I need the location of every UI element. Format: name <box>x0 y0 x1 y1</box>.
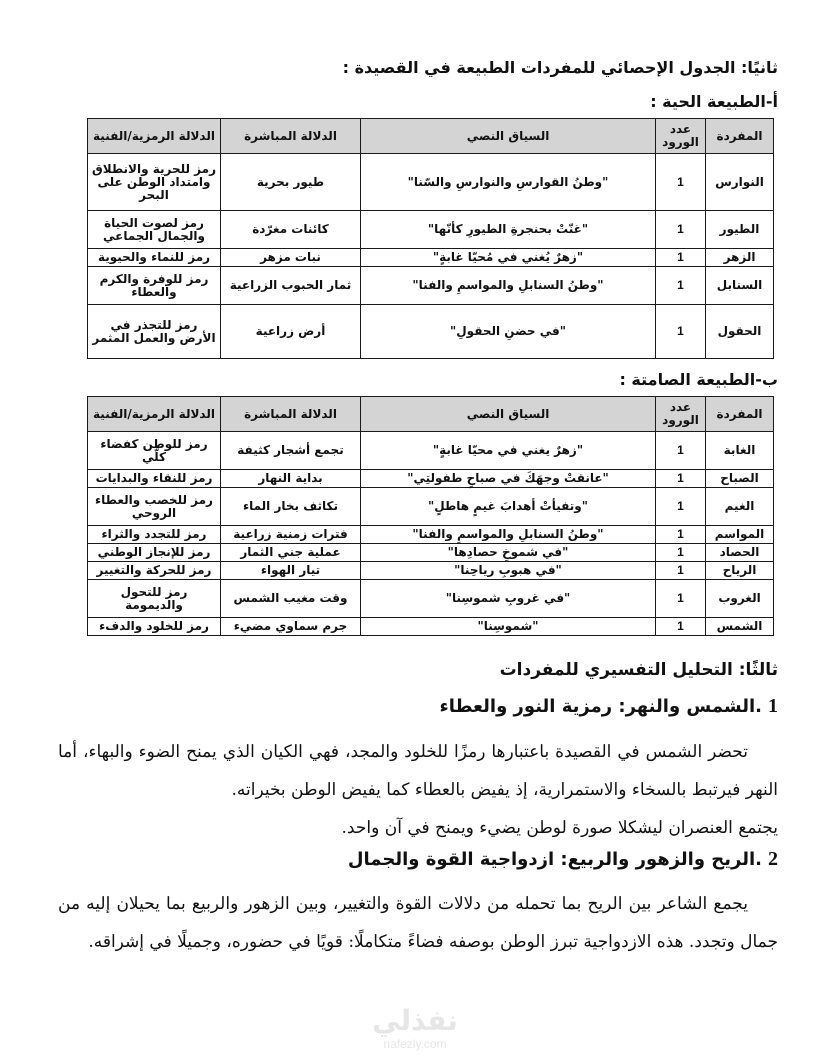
cell-context: "زهرٌ يُغني في مُحيّا غابةٍ" <box>361 249 656 267</box>
cell-symbolic: رمز للنقاء والبدايات <box>88 470 221 488</box>
analysis-heading-2 <box>348 848 778 871</box>
paragraph: تحضر الشمس في القصيدة باعتبارها رمزًا للخلود والمجد، فهي الكيان الذي يمنح الضوء والبهاء، أما النهر فيرتبط بالسخاء والاستمرارية، إذ يفيض بالعطاء كما يفيض الوطن بخيراته. <box>58 742 778 800</box>
table-row <box>88 267 774 305</box>
cell-context: "زهرٌ يغني في محيّا غابةٍ" <box>361 432 656 470</box>
cell-count: 1 <box>656 580 706 618</box>
analysis-number: 1 <box>768 695 778 717</box>
cell-word: الشمس <box>706 618 774 636</box>
silent-nature-title: ب-الطبيعة الصامتة : <box>619 370 778 389</box>
watermark-arabic: نفذلي <box>372 1004 458 1037</box>
cell-direct: جرم سماوي مضيء <box>221 618 361 636</box>
section2-title: ثانيًا: الجدول الإحصائي للمفردات الطبيعة في القصيدة : <box>342 58 778 77</box>
watermark-latin: nafezly.com <box>383 1037 447 1051</box>
analysis-heading-text: .الريح والزهور والربيع: ازدواجية القوة والجمال <box>347 849 762 870</box>
table-row <box>88 470 774 488</box>
cell-context: "في حضنِ الحقولِ" <box>361 305 656 359</box>
cell-count: 1 <box>656 432 706 470</box>
header-symbolic: الدلالة الرمزية/الفنية <box>88 397 221 432</box>
cell-context: "في شموخِ حصادِها" <box>361 544 656 562</box>
analysis-heading-1 <box>440 695 778 718</box>
cell-symbolic: رمز للخلود والدفء <box>88 618 221 636</box>
cell-count: 1 <box>656 267 706 305</box>
cell-word: الحصاد <box>706 544 774 562</box>
table-row <box>88 305 774 359</box>
cell-symbolic: رمز للتجدد والثراء <box>88 526 221 544</box>
table-row <box>88 562 774 580</box>
cell-word: الغروب <box>706 580 774 618</box>
cell-count: 1 <box>656 526 706 544</box>
analysis-number: 2 <box>768 848 778 870</box>
cell-direct: بداية النهار <box>221 470 361 488</box>
cell-direct: تيار الهواء <box>221 562 361 580</box>
cell-word: الزهر <box>706 249 774 267</box>
cell-word: السنابل <box>706 267 774 305</box>
cell-direct: نبات مزهر <box>221 249 361 267</box>
cell-word: الحقول <box>706 305 774 359</box>
cell-context: "وطنُ القوارسِ والنوارسِ والسّنا" <box>361 154 656 211</box>
header-word: المفردة <box>706 119 774 154</box>
cell-direct: عملية جني الثمار <box>221 544 361 562</box>
cell-count: 1 <box>656 249 706 267</box>
cell-count: 1 <box>656 618 706 636</box>
paragraph: يجتمع العنصران ليشكلا صورة لوطن يضيء ويمنح في آن واحد. <box>341 818 778 838</box>
cell-symbolic: رمز للإنجاز الوطني <box>88 544 221 562</box>
cell-direct: طيور بحرية <box>221 154 361 211</box>
header-direct: الدلالة المباشرة <box>221 119 361 154</box>
cell-count: 1 <box>656 211 706 249</box>
header-word: المفردة <box>706 397 774 432</box>
cell-symbolic: رمز للنماء والحيوية <box>88 249 221 267</box>
table-row <box>88 618 774 636</box>
section3-title: ثالثًا: التحليل التفسيري للمفردات <box>499 660 778 680</box>
cell-symbolic: رمز للوطن كفضاء كلّي <box>88 432 221 470</box>
table-row <box>88 432 774 470</box>
header-context: السياق النصي <box>361 119 656 154</box>
cell-direct: أرض زراعية <box>221 305 361 359</box>
header-context: السياق النصي <box>361 397 656 432</box>
table-row <box>88 249 774 267</box>
cell-word: الغابة <box>706 432 774 470</box>
silent-nature-table <box>87 396 774 636</box>
watermark-logo <box>365 1005 465 1051</box>
cell-direct: تكاثف بخار الماء <box>221 488 361 526</box>
cell-word: المواسم <box>706 526 774 544</box>
cell-direct: وقت مغيب الشمس <box>221 580 361 618</box>
cell-direct: فترات زمنية زراعية <box>221 526 361 544</box>
living-nature-table <box>87 118 774 359</box>
cell-direct: ثمار الحبوب الزراعية <box>221 267 361 305</box>
table-row <box>88 580 774 618</box>
cell-word: النوارس <box>706 154 774 211</box>
cell-count: 1 <box>656 544 706 562</box>
cell-symbolic: رمز للخصب والعطاء الروحي <box>88 488 221 526</box>
table-row <box>88 211 774 249</box>
cell-word: الغيم <box>706 488 774 526</box>
cell-context: "وطنُ السنابلِ والمواسمِ والفنا" <box>361 267 656 305</box>
cell-count: 1 <box>656 562 706 580</box>
living-nature-title: أ-الطبيعة الحية : <box>650 92 778 111</box>
cell-count: 1 <box>656 470 706 488</box>
cell-word: الصباح <box>706 470 774 488</box>
paragraph: يجمع الشاعر بين الريح بما تحمله من دلالات القوة والتغيير، وبين الزهور والربيع بما يحيلان إليه من جمال وتجدد. هذه الازدواجية تبرز الوطن بوصفه فضاءً متكاملًا: قويًا في حضوره، وجميلًا في إشراقه. <box>58 894 778 952</box>
analysis-body-1 <box>58 733 778 847</box>
cell-context: "وطنُ السنابلِ والمواسمِ والفنا" <box>361 526 656 544</box>
cell-context: "في هبوبِ رياحِنا" <box>361 562 656 580</box>
table-row <box>88 488 774 526</box>
cell-context: "شموسِنا" <box>361 618 656 636</box>
table-row <box>88 544 774 562</box>
cell-count: 1 <box>656 305 706 359</box>
cell-symbolic: رمز للتحول والديمومة <box>88 580 221 618</box>
cell-symbolic: رمز لصوت الحياة والجمال الجماعي <box>88 211 221 249</box>
cell-context: "في غروبِ شموسِنا" <box>361 580 656 618</box>
cell-symbolic: رمز للوفرة والكرم والعطاء <box>88 267 221 305</box>
cell-symbolic: رمز للحرية والانطلاق وامتداد الوطن على البحر <box>88 154 221 211</box>
cell-direct: تجمع أشجار كثيفة <box>221 432 361 470</box>
cell-count: 1 <box>656 488 706 526</box>
table-row <box>88 526 774 544</box>
analysis-body-2 <box>58 885 778 961</box>
table-row <box>88 154 774 211</box>
header-direct: الدلالة المباشرة <box>221 397 361 432</box>
cell-direct: كائنات مغرّدة <box>221 211 361 249</box>
analysis-heading-text: .الشمس والنهر: رمزية النور والعطاء <box>439 696 762 717</box>
cell-symbolic: رمز للحركة والتغيير <box>88 562 221 580</box>
cell-context: "عانقتْ وجهَكَ في صباحٍ طفولتِي" <box>361 470 656 488</box>
cell-count: 1 <box>656 154 706 211</box>
header-count: عدد الورود <box>656 119 706 154</box>
table-header-row <box>88 119 774 154</box>
cell-context: "غنّتْ بحنجرةِ الطيورِ كأنّها" <box>361 211 656 249</box>
table-header-row <box>88 397 774 432</box>
header-symbolic: الدلالة الرمزية/الفنية <box>88 119 221 154</box>
cell-context: "وتفيأتْ أهدابَ غيمٍ هاطلٍ" <box>361 488 656 526</box>
cell-symbolic: رمز للتجذر في الأرض والعمل المثمر <box>88 305 221 359</box>
cell-word: الرياح <box>706 562 774 580</box>
header-count: عدد الورود <box>656 397 706 432</box>
cell-word: الطيور <box>706 211 774 249</box>
